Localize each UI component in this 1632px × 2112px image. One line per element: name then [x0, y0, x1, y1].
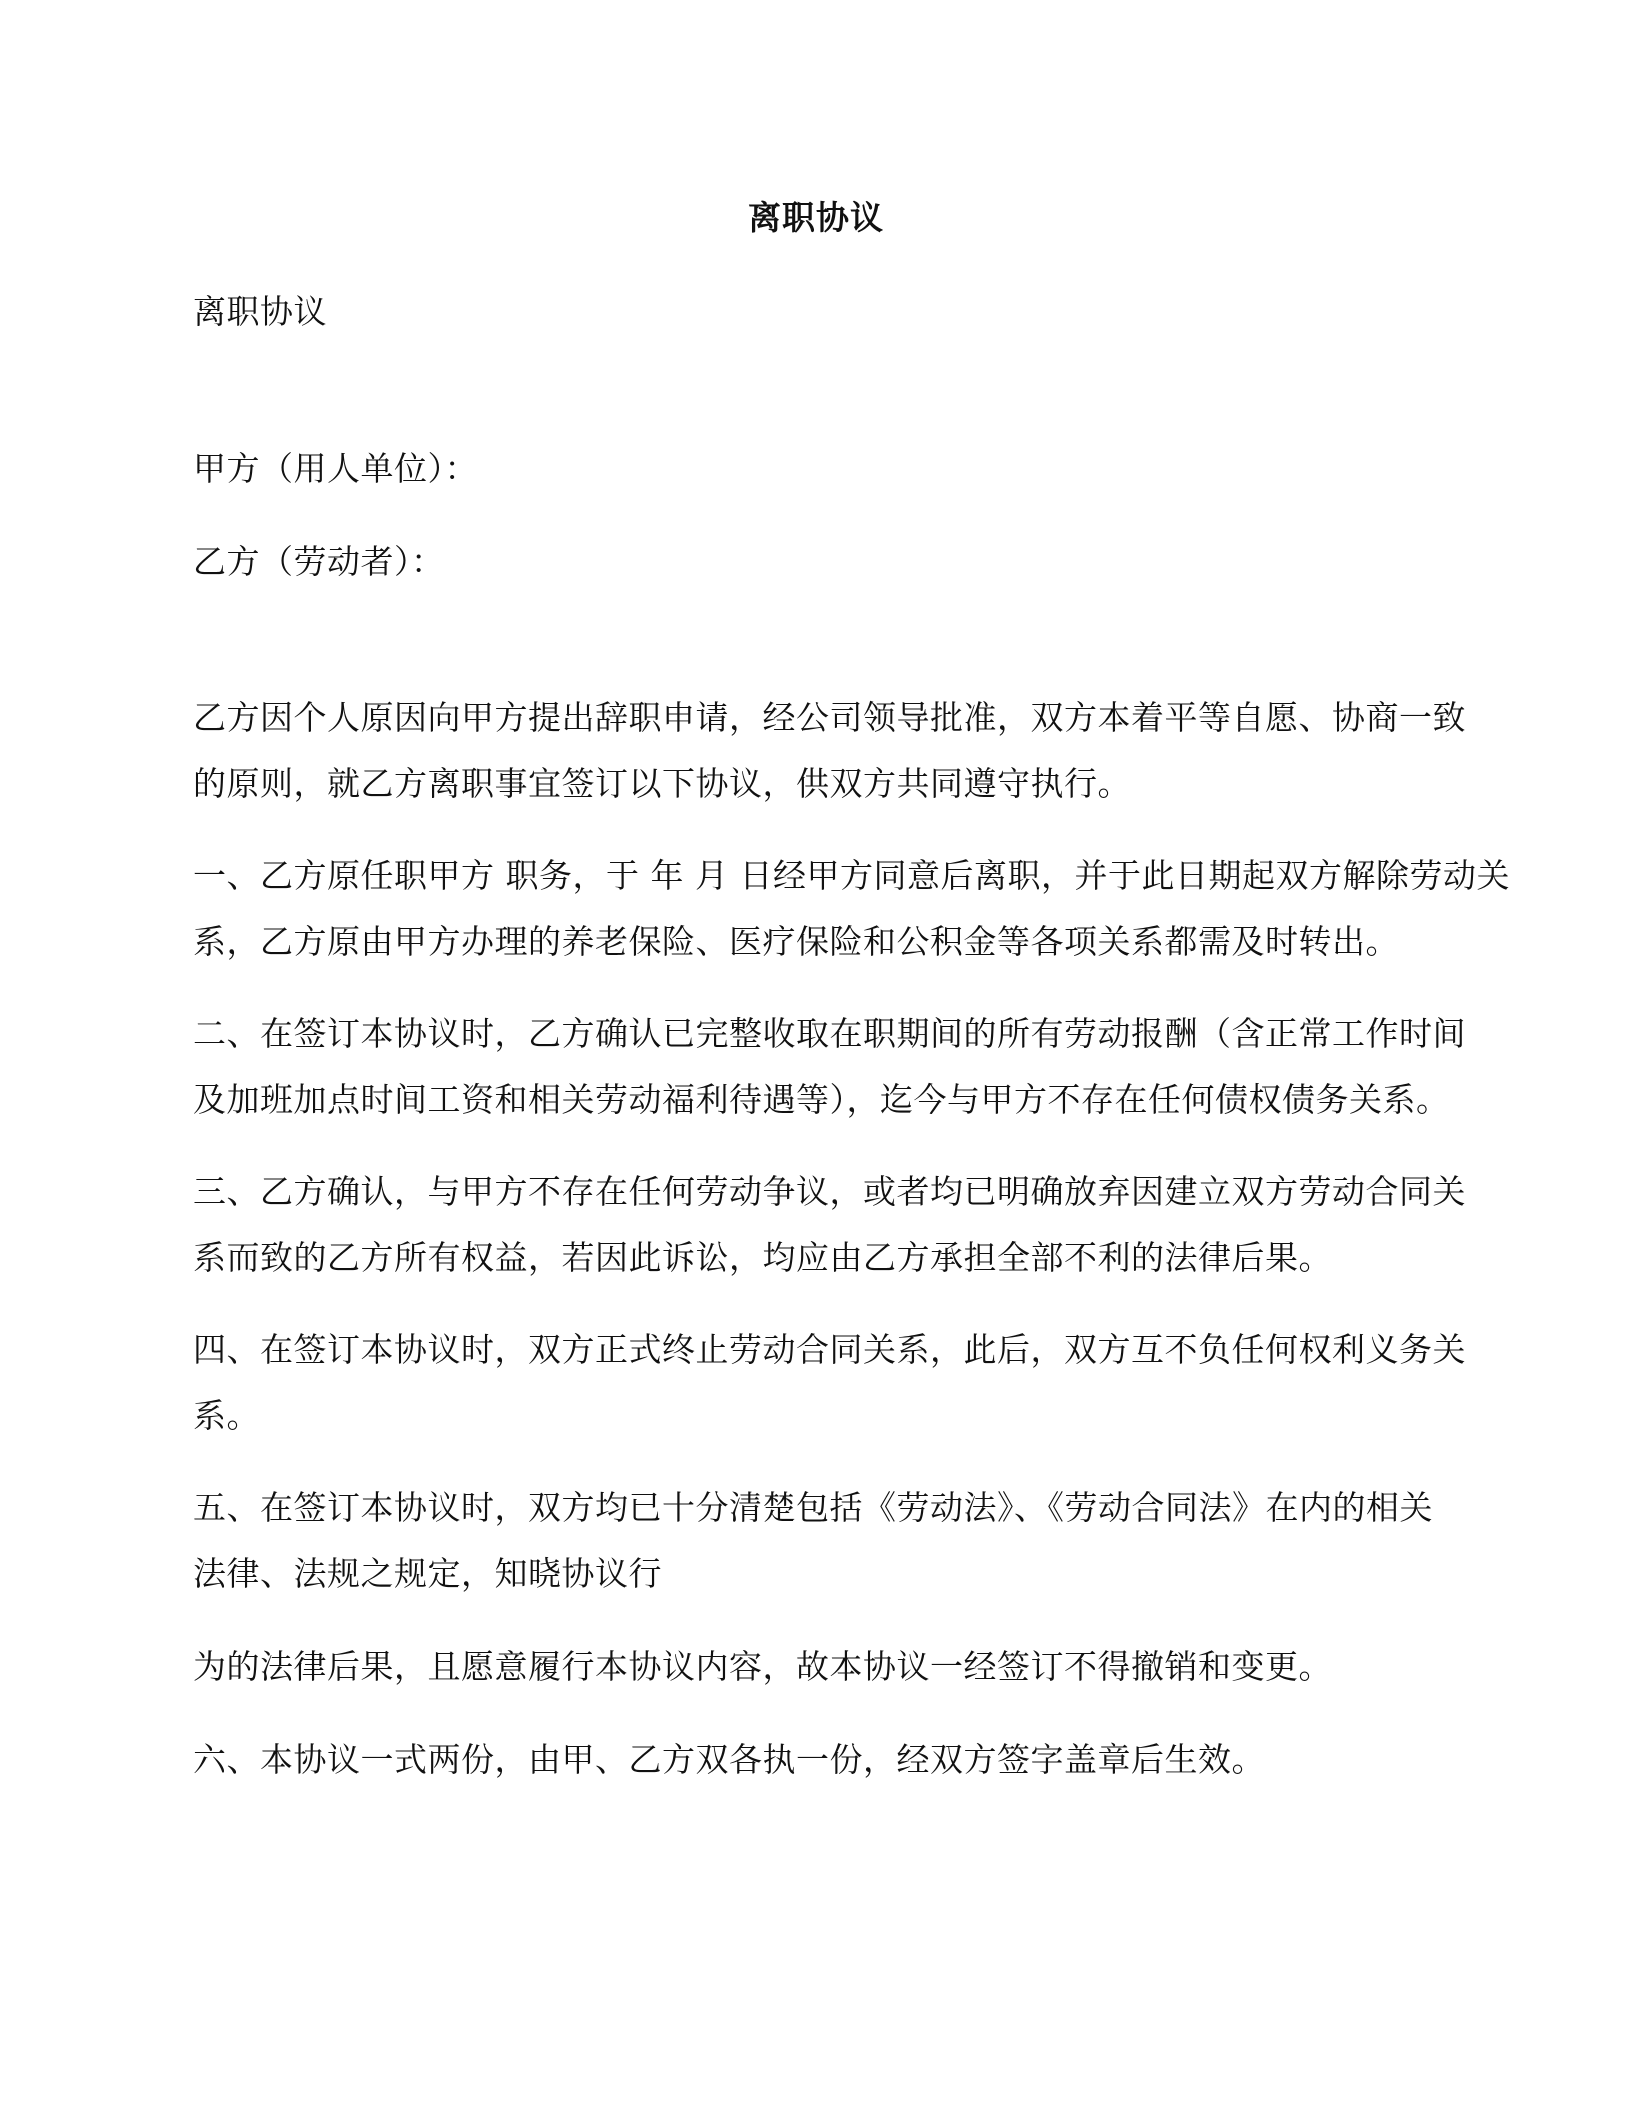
clause-5-line-3: 为的法律后果，且愿意履行本协议内容，故本协议一经签订不得撤销和变更。 [193, 1647, 1332, 1686]
clause-3-line-1: 三、乙方确认，与甲方不存在任何劳动争议，或者均已明确放弃因建立双方劳动合同关 [193, 1172, 1466, 1211]
clause-3-line-2: 系而致的乙方所有权益，若因此诉讼，均应由乙方承担全部不利的法律后果。 [193, 1238, 1332, 1277]
clause-2-line-2: 及加班加点时间工资和相关劳动福利待遇等），迄今与甲方不存在任何债权债务关系。 [193, 1080, 1450, 1119]
document-subtitle: 离职协议 [193, 292, 327, 331]
clause-5-line-1: 五、在签订本协议时，双方均已十分清楚包括《劳动法》、《劳动合同法》在内的相关 [193, 1488, 1433, 1527]
document-title: 离职协议 [748, 198, 884, 237]
party-a-label: 甲方（用人单位）： [193, 449, 478, 488]
clause-1-line-1: 一、乙方原任职甲方 职务，于 年 月 日经甲方同意后离职，并于此日期起双方解除劳动关 [193, 856, 1510, 895]
clause-4-line-2: 系。 [193, 1396, 260, 1435]
clause-2-line-1: 二、在签订本协议时，乙方确认已完整收取在职期间的所有劳动报酬（含正常工作时间 [193, 1014, 1466, 1053]
clause-1-line-2: 系，乙方原由甲方办理的养老保险、医疗保险和公积金等各项关系都需及时转出。 [193, 922, 1399, 961]
intro-line-1: 乙方因个人原因向甲方提出辞职申请，经公司领导批准，双方本着平等自愿、协商一致 [193, 698, 1466, 737]
clause-6-line-1: 六、本协议一式两份，由甲、乙方双各执一份，经双方签字盖章后生效。 [193, 1740, 1265, 1779]
clause-5-line-2: 法律、法规之规定，知晓协议行 [193, 1554, 662, 1593]
intro-line-2: 的原则，就乙方离职事宜签订以下协议，供双方共同遵守执行。 [193, 764, 1131, 803]
party-b-label: 乙方（劳动者）： [193, 542, 445, 581]
clause-4-line-1: 四、在签订本协议时，双方正式终止劳动合同关系，此后，双方互不负任何权利义务关 [193, 1330, 1466, 1369]
